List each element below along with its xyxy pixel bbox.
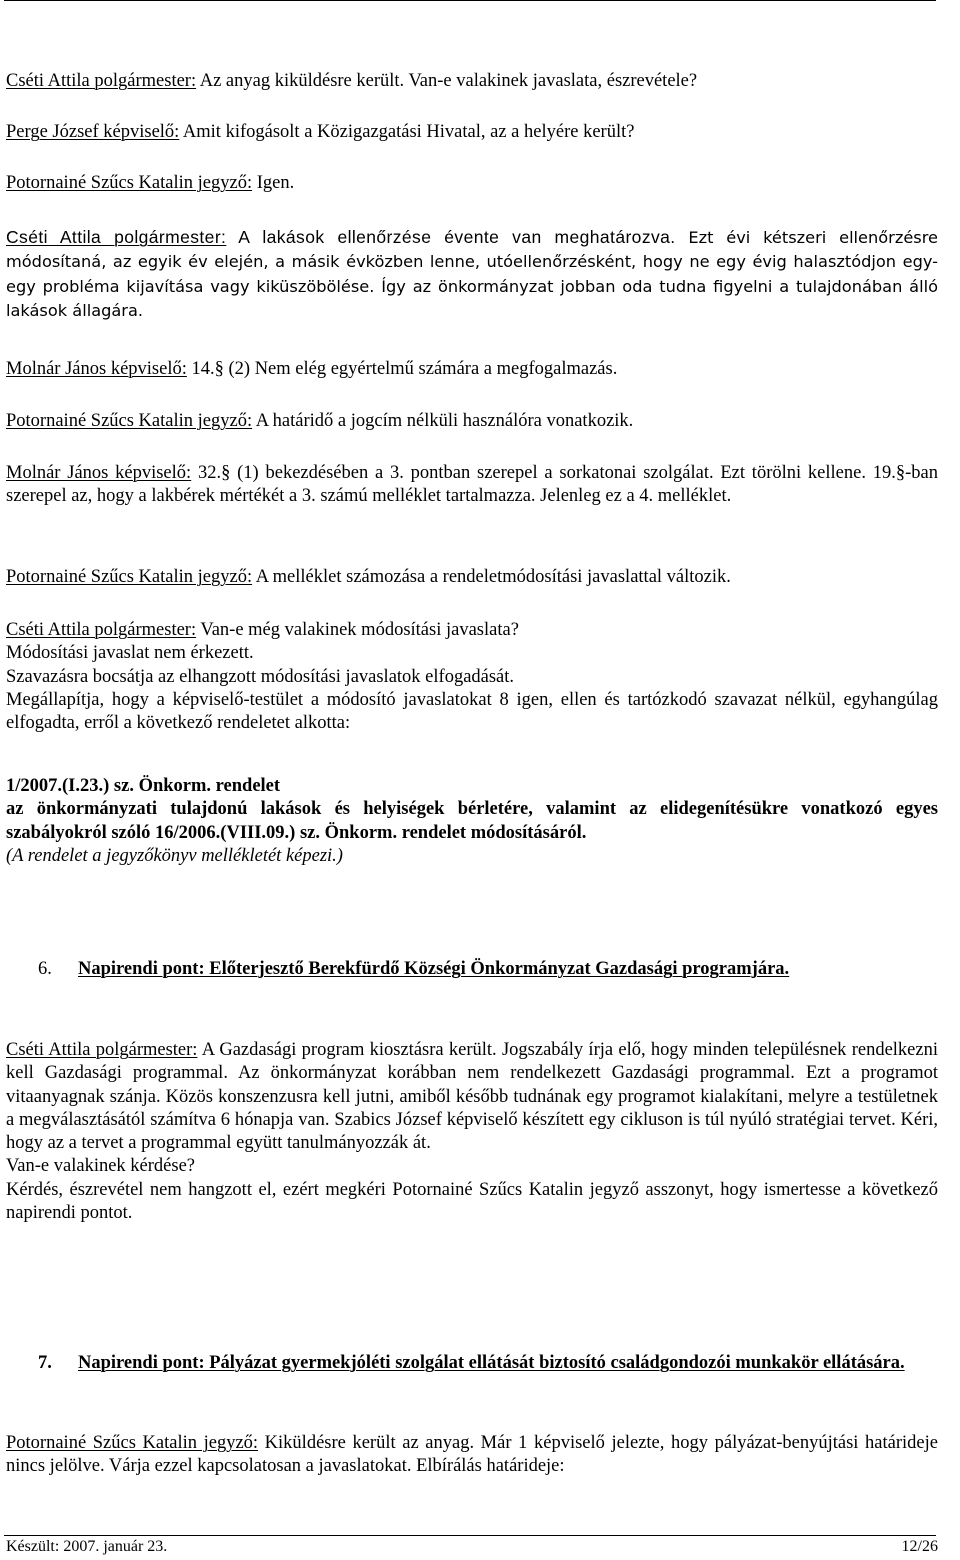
speaker-label: Potornainé Szűcs Katalin jegyző: xyxy=(6,567,253,587)
speech-text: 14.§ (2) Nem elég egyértelmű számára a megfogalmazás. xyxy=(186,359,618,379)
speech-text: Amit kifogásolt a Közigazgatási Hivatal, az a helyére került? xyxy=(179,122,635,142)
speaker-label: Cséti Attila polgármester: xyxy=(6,1040,198,1060)
decree-number: 1/2007.(I.23.) sz. Önkorm. rendelet xyxy=(6,776,281,796)
agenda-item-title: Napirendi pont: Előterjesztő Berekfürdő Községi Önkormányzat Gazdasági programjára. xyxy=(78,959,790,979)
p10-line3: Kérdés, észrevétel nem hangzott el, ezért megkéri Potornainé Szűcs Katalin jegyző asszonyt, hogy ismertesse a következő napirendi pontot. xyxy=(6,1179,938,1224)
speaker-label: Potornainé Szűcs Katalin jegyző: xyxy=(6,411,253,431)
paragraph-p6 xyxy=(6,410,938,433)
speaker-label: Potornainé Szűcs Katalin jegyző: xyxy=(6,1433,259,1453)
speech-text: A határidő a jogcím nélküli használóra vonatkozik. xyxy=(252,411,634,431)
page-footer xyxy=(6,1537,938,1557)
top-rule xyxy=(4,0,936,1)
p9-line2: Módosítási javaslat nem érkezett. xyxy=(6,643,254,664)
p9-line4: Megállapítja, hogy a képviselő-testület a módosító javaslatokat 8 igen, ellen és tartózkodó szavazat nélkül, egyhangúlag elfogadta, erről a következő rendeletet alkotta: xyxy=(6,689,938,734)
paragraph-p3 xyxy=(6,172,938,195)
decree-title: az önkormányzati tulajdonú lakások és helyiségek bérletére, valamint az elidegenítésükre vonatkozó egyes szabályokról szóló 16/2006.(VIII.09.) sz. Önkorm. rendelet módosításáról. xyxy=(6,799,938,843)
p9-line1 xyxy=(6,619,938,642)
speaker-label: Molnár János képviselő: xyxy=(6,463,192,483)
speech-text: 32.§ (1) bekezdésében a 3. pontban szerepel a sorkatonai szolgálat. Ezt törölni kellene. 19.§-ban szerepel az, hogy a lakbérek mértékét a 3. számú melléklet tartalmazza. Jelenleg ez a 4. melléklet. xyxy=(6,463,938,507)
speaker-label: Cséti Attila polgármester: xyxy=(6,227,227,247)
speech-text-spaced: A lakások ellenőrzése évente van meghatározva. xyxy=(226,227,676,247)
p10-line2: Van-e valakinek kérdése? xyxy=(6,1156,196,1177)
p10-line1 xyxy=(6,1039,938,1155)
paragraph-p9 xyxy=(6,619,938,735)
paragraph-p7 xyxy=(6,462,938,509)
agenda-item-number: 7. xyxy=(38,1353,52,1373)
footer-rule xyxy=(4,1535,936,1536)
paragraph-p11 xyxy=(6,1432,938,1479)
decree-note: (A rendelet a jegyzőkönyv mellékletét képezi.) xyxy=(6,845,343,866)
paragraph-p1 xyxy=(6,70,938,93)
speech-text: Kiküldésre került az anyag. Már 1 képviselő jelezte, hogy pályázat-benyújtási határideje nincs jelölve. Várja ezzel kapcsolatosan a javaslatokat. Elbírálás határideje: xyxy=(6,1433,938,1477)
agenda-item-6 xyxy=(38,958,938,981)
speech-text: A Gazdasági program kiosztásra került. Jogszabály írja elő, hogy minden településnek rendelkezni kell Gazdasági programmal. Az önkormányzat korábban nem rendelkezett Gazdasági programmal. Ezt a programot vitaanyagnak szánja. Közös konszenzusra kell jutni, amiből később tudnának egy programot kialakítani, melyre a testületnek a megválasztásától számítva 6 hónapja van. Szabics József képviselő készített egy cikluson is túl nyúló stratégiai tervet. Kéri, hogy az a tervet a programmal együtt tanulmányozzák át. xyxy=(6,1040,938,1154)
speaker-label: Cséti Attila polgármester: xyxy=(6,620,197,640)
paragraph-p2 xyxy=(6,121,938,144)
agenda-item-7 xyxy=(38,1352,938,1375)
speech-text: Igen. xyxy=(252,173,295,193)
speech-text: Ezt évi kétszeri ellenőrzésre módosítaná, az egyik év elején, a másik évközben lenne, utóellenőrzésként, hogy ne egy évig halasztódjon egy-egy probléma kijavítása vagy kiküszöbölése. Így az önkormányzat jobban oda tudna figyelni a tulajdonában álló lakások állagára. xyxy=(6,228,938,320)
speech-text: Az anyag kiküldésre került. Van-e valakinek javaslata, észrevétele? xyxy=(196,71,698,91)
speech-text: Van-e még valakinek módosítási javaslata? xyxy=(196,620,519,640)
paragraph-p8 xyxy=(6,566,938,589)
p9-line3: Szavazásra bocsátja az elhangzott módosítási javaslatok elfogadását. xyxy=(6,666,515,687)
agenda-item-title: Napirendi pont: Pályázat gyermekjóléti szolgálat ellátását biztosító családgondozói munkakör ellátására. xyxy=(78,1353,905,1373)
page-number: 12/26 xyxy=(901,1538,938,1555)
paragraph-p4 xyxy=(6,226,938,323)
agenda-item-number: 6. xyxy=(38,959,52,979)
speaker-label: Perge József képviselő: xyxy=(6,122,180,142)
decree-block xyxy=(6,775,938,868)
speaker-label: Cséti Attila polgármester: xyxy=(6,71,197,91)
speaker-label: Potornainé Szűcs Katalin jegyző: xyxy=(6,173,253,193)
speech-text: A melléklet számozása a rendeletmódosítási javaslattal változik. xyxy=(252,567,731,587)
paragraph-p5 xyxy=(6,358,938,381)
paragraph-p10 xyxy=(6,1039,938,1225)
speaker-label: Molnár János képviselő: xyxy=(6,359,187,379)
footer-date: Készült: 2007. január 23. xyxy=(6,1538,168,1555)
